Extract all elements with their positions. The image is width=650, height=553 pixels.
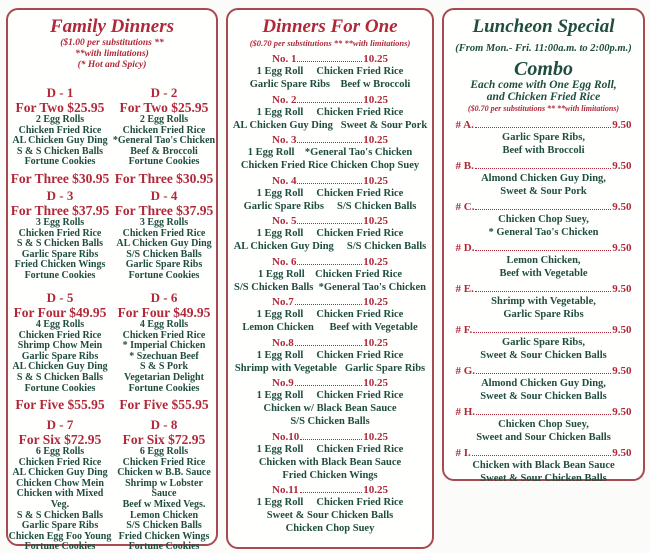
dinner-for-one-item — [228, 377, 432, 428]
combo-contents: * General Tao's Chicken — [488, 227, 599, 238]
dinner-item: Vegetarian Delight — [124, 371, 204, 383]
dinner-item: 3 Egg Rolls — [139, 217, 189, 228]
family-dinner-6 — [112, 291, 216, 412]
family-dinner-row — [8, 189, 216, 282]
dinner-item: Fried Chicken Wings — [118, 530, 210, 542]
dot-leader — [475, 127, 611, 128]
dinner-contents: 1 Egg Roll *General Tao's Chicken — [247, 147, 413, 158]
combo-price: 9.50 — [612, 406, 632, 418]
family-note-1: ($1.00 per substitutions ** — [60, 38, 164, 48]
combo-contents: Sweet & Sour Chicken Balls — [480, 391, 607, 402]
dinner-item: Chicken Fried Rice — [18, 124, 102, 136]
dot-leader — [476, 373, 611, 374]
luncheon-combo-item — [444, 365, 643, 403]
dinner-contents: 1 Egg Roll Chicken Fried Rice — [256, 390, 404, 401]
family-note-2: **with limitations) — [75, 49, 149, 59]
dinner-contents: 1 Egg Roll Chicken Fried Rice — [256, 228, 404, 239]
family-dinner-4 — [112, 189, 216, 282]
dinner-price: 10.25 — [363, 484, 388, 496]
dinner-item: S/S Chicken Balls — [126, 520, 202, 532]
dinner-contents: Fried Chicken Wings — [282, 469, 378, 481]
combo-contents: Chicken Chop Suey, — [498, 214, 589, 225]
dinner-price: 10.25 — [363, 93, 388, 106]
dinner-for-one-item — [228, 53, 432, 91]
dinner-number: No.8 — [272, 336, 294, 349]
dinner-contents: 1 Egg Roll Chicken Fried Rice — [256, 349, 404, 361]
combo-contents: Beef with Broccoli — [502, 145, 585, 156]
dinner-item: Lemon Chicken — [129, 509, 199, 521]
combo-price: 9.50 — [612, 365, 632, 377]
dot-leader — [472, 455, 611, 456]
dinner-item: S & S Chicken Balls — [16, 238, 104, 250]
luncheon-combo-item — [444, 201, 643, 239]
dinner-item: Fortune Cookies — [24, 156, 96, 168]
dinner-contents: Lemon Chicken Beef with Vegetable — [242, 322, 418, 333]
dinners-for-one-panel — [226, 8, 434, 549]
dinner-item: 2 Egg Rolls — [139, 114, 189, 125]
dot-leader — [297, 142, 362, 143]
luncheon-title: Luncheon Special — [472, 16, 615, 37]
dinner-item: Chicken Fried Rice — [18, 227, 102, 239]
dinner-code: D - 1 — [46, 85, 74, 100]
luncheon-hours: (From Mon.- Fri. 11:00a.m. to 2:00p.m.) — [455, 43, 632, 54]
combo-contents: Garlic Spare Ribs, — [502, 132, 585, 143]
dinner-item: AL Chicken Guy Ding — [12, 135, 108, 147]
dinner-contents: 1 Egg Roll Chicken Fried Rice — [256, 106, 404, 118]
dinner-extra-price: For Five $55.95 — [119, 397, 209, 413]
combo-price: 9.50 — [612, 242, 632, 254]
dinner-item: Fortune Cookies — [128, 382, 200, 394]
dinner-item: 4 Egg Rolls — [139, 319, 189, 330]
combo-contents: Lemon Chicken, — [506, 255, 581, 266]
dinner-item: Chicken Fried Rice — [18, 329, 102, 341]
dinner-contents: 1 Egg Roll Chicken Fried Rice — [256, 309, 404, 320]
dinner-item: Chicken with Mixed Veg. — [16, 488, 104, 510]
dinner-contents: Garlic Spare Ribs S/S Chicken Balls — [243, 200, 417, 212]
combo-price: 9.50 — [612, 283, 632, 295]
dinner-number: No.10 — [272, 430, 300, 443]
combo-label: # F. — [455, 324, 473, 336]
dinner-price: For Six $72.95 — [18, 432, 102, 447]
dot-leader — [475, 250, 611, 251]
dinner-code: D - 7 — [46, 417, 74, 432]
dinner-contents: Chicken with Black Bean Sauce — [258, 456, 402, 468]
combo-label: # A. — [455, 119, 474, 131]
dinner-price: 10.25 — [363, 215, 388, 227]
combo-header — [456, 119, 632, 131]
dinner-item: Beef & Broccoli — [130, 145, 198, 157]
dinner-item: * Szechuan Beef — [129, 350, 199, 362]
dinner-contents: 1 Egg Roll Chicken Fried Rice — [256, 497, 404, 508]
dot-leader — [300, 492, 363, 493]
combo-contents: Sweet and Sour Chicken Balls — [476, 432, 611, 443]
dinner-code: D - 4 — [150, 188, 178, 203]
dinner-price: For Four $49.95 — [117, 305, 211, 320]
combo-header — [456, 447, 632, 459]
dinner-header — [272, 431, 388, 443]
family-dinner-5 — [8, 291, 112, 412]
dinner-header — [272, 296, 388, 308]
dinner-item: Chicken Fried Rice — [122, 227, 206, 239]
dot-leader — [297, 102, 362, 103]
family-dinners-panel — [6, 8, 218, 553]
dinner-item: Shrimp Chow Mein — [17, 340, 103, 352]
dinner-price: For Two $25.95 — [15, 100, 105, 115]
dinner-item: Garlic Spare Ribs — [21, 350, 99, 362]
dinner-item: Chicken w B.B. Sauce — [117, 467, 211, 479]
dinner-header — [272, 175, 388, 187]
dinner-item: Beef w Mixed Vegs. — [122, 498, 206, 510]
combo-contents: Chicken Chop Suey, — [498, 419, 589, 430]
dinner-number: No. 2 — [272, 93, 297, 106]
dinner-header — [272, 337, 388, 349]
combo-contents: Sweet & Sour Chicken Balls — [480, 473, 607, 484]
combo-heading: Combo — [514, 58, 573, 80]
dinner-item: AL Chicken Guy Ding — [12, 467, 108, 479]
dinner-price: For Four $49.95 — [13, 305, 107, 320]
combo-label: # I. — [455, 447, 471, 459]
dinner-contents: S/S Chicken Balls — [290, 416, 370, 427]
family-dinner-1 — [8, 86, 112, 186]
family-dinner-row — [8, 418, 216, 553]
family-note-3: (* Hot and Spicy) — [77, 60, 147, 70]
luncheon-special-panel — [442, 8, 645, 484]
combo-header — [456, 201, 632, 213]
dinner-extra-price: For Three $30.95 — [10, 170, 110, 186]
luncheon-combo-item — [444, 160, 643, 198]
dinner-item: 4 Egg Rolls — [35, 319, 85, 330]
family-dinner-3 — [8, 189, 112, 282]
dinner-item: Fortune Cookies — [24, 541, 96, 553]
dinner-item: Shrimp w Lobster Sauce — [125, 477, 203, 500]
combo-contents: Garlic Spare Ribs, — [502, 337, 585, 348]
combo-header — [456, 365, 632, 377]
family-dinner-2 — [112, 86, 216, 186]
combo-label: # E. — [455, 283, 474, 295]
family-dinners-title: Family Dinners — [49, 16, 175, 37]
dot-leader — [297, 183, 362, 184]
dinner-item: S/S Chicken Balls — [126, 248, 202, 260]
dot-leader — [476, 414, 611, 415]
combo-contents: Beef with Vegetable — [499, 268, 588, 279]
combo-price: 9.50 — [612, 447, 632, 459]
dinner-for-one-item — [228, 134, 432, 172]
dinner-for-one-item — [228, 484, 432, 535]
dinner-extra-price: For Three $30.95 — [114, 170, 214, 186]
dinner-contents: Sweet & Sour Chicken Balls — [266, 510, 394, 521]
dot-leader — [475, 291, 611, 292]
dinner-code: D - 6 — [150, 290, 178, 305]
luncheon-combo-item — [444, 119, 643, 157]
dinner-item: Chicken Fried Rice — [122, 456, 206, 468]
combo-label: # D. — [455, 242, 475, 254]
dinner-price: 10.25 — [363, 430, 388, 443]
dinner-header — [272, 484, 388, 496]
combo-header — [456, 160, 632, 172]
dinner-item: * Imperial Chicken — [122, 340, 206, 352]
dinner-contents: S/S Chicken Balls *General Tao's Chicken — [234, 281, 426, 293]
dinner-number: No.7 — [272, 296, 294, 308]
combo-contents: Almond Chicken Guy Ding, — [481, 378, 606, 389]
dinner-code: D - 3 — [46, 188, 74, 203]
dinner-code: D - 5 — [46, 290, 74, 305]
combo-price: 9.50 — [612, 119, 632, 131]
dinner-contents: Garlic Spare Ribs Beef w Broccoli — [249, 79, 411, 90]
dinner-for-one-item — [228, 337, 432, 375]
dinner-number: No. 3 — [272, 134, 297, 146]
dot-leader — [295, 345, 363, 346]
dinner-item: S & S Pork — [139, 361, 189, 373]
dinner-item: Chicken Chow Mein — [16, 477, 104, 489]
dinner-price: 10.25 — [363, 296, 388, 308]
dinner-number: No. 1 — [272, 53, 297, 65]
dinner-item: S & S Chicken Balls — [16, 145, 104, 157]
dinner-item: AL Chicken Guy Ding — [116, 238, 212, 250]
dinner-item: Garlic Spare Ribs — [21, 520, 99, 532]
luncheon-combo-item — [444, 324, 643, 362]
dinner-contents: Chicken Chop Suey — [285, 523, 375, 534]
dinner-contents: Shrimp with Vegetable Garlic Spare Ribs — [234, 362, 426, 374]
dinners-for-one-note: ($0.70 per substitutions ** **with limitations) — [249, 38, 411, 48]
dot-leader — [297, 61, 362, 62]
family-dinner-row — [8, 86, 216, 186]
combo-header — [456, 324, 632, 336]
dot-leader — [300, 439, 362, 440]
dinner-for-one-item — [228, 215, 432, 253]
dinner-item: S & S Chicken Balls — [16, 371, 104, 383]
luncheon-combo-item — [444, 447, 643, 485]
dinner-for-one-item — [228, 296, 432, 334]
dinner-item: *General Tao's Chicken — [112, 135, 216, 147]
combo-header — [456, 283, 632, 295]
dinner-price: 10.25 — [363, 377, 388, 389]
dot-leader — [297, 223, 362, 224]
combo-contents: Shrimp with Vegetable, — [491, 296, 596, 307]
dinner-for-one-item — [228, 256, 432, 294]
dinner-extra-price: For Five $55.95 — [15, 397, 105, 413]
dinner-header — [272, 134, 388, 146]
dinner-header — [272, 256, 388, 268]
dinner-price: 10.25 — [363, 53, 388, 65]
dinner-item: AL Chicken Guy Ding — [12, 361, 108, 373]
combo-contents: Sweet & Sour Chicken Balls — [480, 350, 607, 361]
dinner-item: Fortune Cookies — [24, 269, 96, 281]
combo-price: 9.50 — [612, 324, 632, 336]
dinner-code: D - 2 — [150, 85, 178, 100]
dinner-for-one-item — [228, 94, 432, 132]
dinner-price: For Six $72.95 — [122, 432, 206, 447]
dinner-header — [272, 53, 388, 65]
dot-leader — [473, 332, 611, 333]
dinners-for-one-title: Dinners For One — [262, 16, 398, 37]
dinner-header — [272, 215, 388, 227]
dinner-price: For Three $37.95 — [114, 203, 214, 218]
dinner-item: Chicken Fried Rice — [18, 456, 102, 468]
luncheon-combo-item — [444, 406, 643, 444]
combo-desc-2: and Chicken Fried Rice — [486, 91, 601, 103]
combo-label: # C. — [455, 201, 475, 213]
dinner-price: For Two $25.95 — [119, 100, 209, 115]
dinner-item: 6 Egg Rolls — [139, 446, 189, 457]
luncheon-combo-item — [444, 283, 643, 321]
dinner-contents: 1 Egg Roll Chicken Fried Rice — [256, 66, 404, 77]
combo-contents: Chicken with Black Bean Sauce — [472, 460, 615, 471]
dinner-item: Fried Chicken Wings — [14, 259, 106, 271]
dinner-contents: AL Chicken Guy Ding Sweet & Sour Pork — [232, 119, 428, 131]
combo-price: 9.50 — [612, 201, 632, 213]
dinner-price: 10.25 — [363, 336, 388, 349]
dinner-price: 10.25 — [363, 134, 388, 146]
dinner-contents: 1 Egg Roll Chicken Fried Rice — [257, 268, 403, 280]
dinner-number: No. 6 — [272, 255, 297, 268]
dinner-number: No. 4 — [272, 174, 297, 187]
dinner-item: Fortune Cookies — [128, 541, 200, 553]
dinner-item: Garlic Spare Ribs — [21, 248, 99, 260]
combo-desc-1: Each come with One Egg Roll, — [470, 79, 617, 91]
dot-leader — [475, 168, 611, 169]
dinner-header — [272, 94, 388, 106]
family-dinner-7 — [8, 418, 112, 553]
combo-label: # G. — [455, 365, 476, 377]
dinner-number: No.9 — [272, 377, 294, 389]
combo-price: 9.50 — [612, 160, 632, 172]
combo-header — [456, 242, 632, 254]
dot-leader — [295, 385, 363, 386]
dinner-number: No.11 — [272, 484, 299, 496]
dinner-item: 3 Egg Rolls — [35, 217, 85, 228]
dinner-item: Fortune Cookies — [24, 382, 96, 394]
dinner-contents: 1 Egg Roll Chicken Fried Rice — [256, 443, 404, 455]
family-dinner-8 — [112, 418, 216, 553]
combo-label: # B. — [455, 160, 474, 172]
dot-leader — [295, 304, 363, 305]
combo-contents: Almond Chicken Guy Ding, — [481, 173, 606, 184]
combo-label: # H. — [455, 406, 476, 418]
dinner-item: Fortune Cookies — [128, 269, 200, 281]
dinner-item: Chicken Fried Rice — [122, 124, 206, 136]
dinner-code: D - 8 — [150, 417, 178, 432]
dinner-for-one-item — [228, 431, 432, 482]
family-dinner-row — [8, 291, 216, 412]
dinner-item: 6 Egg Rolls — [35, 446, 85, 457]
dinner-number: No. 5 — [272, 215, 297, 227]
dinner-item: Garlic Spare Ribs — [125, 259, 203, 271]
dinner-for-one-item — [228, 175, 432, 213]
dinner-item: Chicken Fried Rice — [122, 329, 206, 341]
dinner-contents: AL Chicken Guy Ding S/S Chicken Balls — [233, 241, 427, 252]
dinner-item: Chicken Egg Foo Young — [8, 530, 112, 542]
dinner-price: For Three $37.95 — [10, 203, 110, 218]
dinner-item: 2 Egg Rolls — [35, 114, 85, 125]
dinner-contents: Chicken w/ Black Bean Sauce — [263, 403, 397, 414]
dinner-contents: Chicken Fried Rice Chicken Chop Suey — [240, 160, 420, 171]
luncheon-note: ($0.70 per substitutions ** **with limitations) — [467, 104, 620, 113]
dot-leader — [297, 264, 362, 265]
combo-contents: Garlic Spare Ribs — [503, 309, 584, 320]
dinner-header — [272, 377, 388, 389]
dot-leader — [475, 209, 611, 210]
dinner-contents: 1 Egg Roll Chicken Fried Rice — [256, 187, 404, 199]
dinner-item: S & S Chicken Balls — [16, 509, 104, 521]
luncheon-combo-item — [444, 242, 643, 280]
dinner-item: Fortune Cookies — [128, 156, 200, 168]
combo-contents: Sweet & Sour Pork — [500, 186, 587, 197]
combo-header — [456, 406, 632, 418]
dinner-price: 10.25 — [363, 174, 388, 187]
dinner-price: 10.25 — [363, 255, 388, 268]
